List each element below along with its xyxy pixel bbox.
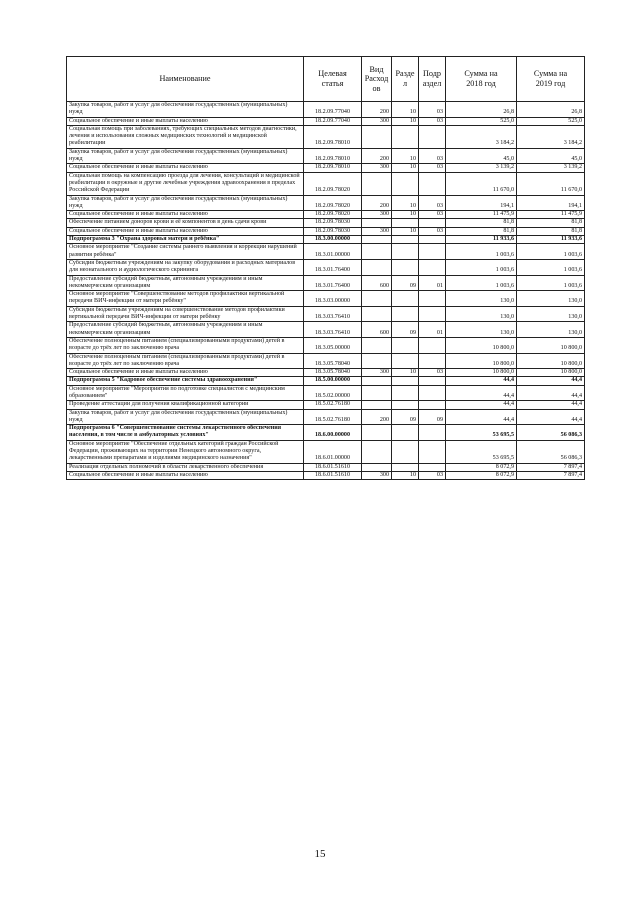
table-row [67, 471, 585, 479]
budget-table [66, 56, 585, 480]
table-row [67, 337, 585, 353]
row-target-article-cell: 18.2.09.78030 [304, 219, 362, 227]
row-subsection-cell [419, 244, 446, 260]
row-subsection-cell: 03 [419, 102, 446, 118]
row-section-cell [392, 353, 419, 369]
table-row [67, 463, 585, 471]
row-target-article-cell: 18.2.09.78020 [304, 211, 362, 219]
row-subsection-cell: 03 [419, 117, 446, 125]
header-sum-2018: Сумма на 2018 год [446, 57, 517, 102]
row-name-cell: Социальное обеспечение и иные выплаты населению [67, 227, 304, 235]
row-name-cell: Субсидия бюджетным учреждениям на совершенствование методов профилактики вертикальной передачи ВИЧ-инфекции от матери ребёнку [67, 306, 304, 322]
row-subsection-cell: 03 [419, 369, 446, 377]
row-sum-2019-cell: 7 897,4 [517, 463, 585, 471]
table-row [67, 211, 585, 219]
row-sum-2019-cell: 10 800,0 [517, 369, 585, 377]
row-sum-2018-cell: 10 800,0 [446, 353, 517, 369]
row-target-article-cell: 18.2.09.78030 [304, 227, 362, 235]
row-sum-2018-cell: 11 933,6 [446, 236, 517, 244]
row-target-article-cell: 18.6.00.00000 [304, 425, 362, 441]
row-name-cell: Предоставление субсидий бюджетным, автономным учреждениям и иным некоммерческим организациям [67, 275, 304, 291]
row-expense-type-cell: 300 [362, 227, 392, 235]
row-expense-type-cell [362, 125, 392, 148]
row-sum-2019-cell: 81,8 [517, 219, 585, 227]
row-section-cell: 10 [392, 369, 419, 377]
row-expense-type-cell: 300 [362, 471, 392, 479]
header-sum-2019: Сумма на 2019 год [517, 57, 585, 102]
row-name-cell: Обеспечение полноценным питанием (специализированными продуктами) детей в возрасте до трёх лет по заключению врача [67, 353, 304, 369]
header-section: Разде л [392, 57, 419, 102]
row-sum-2019-cell: 525,0 [517, 117, 585, 125]
row-expense-type-cell [362, 219, 392, 227]
table-row [67, 385, 585, 401]
row-sum-2018-cell: 44,4 [446, 385, 517, 401]
row-subsection-cell [419, 236, 446, 244]
row-sum-2019-cell: 1 003,6 [517, 244, 585, 260]
row-sum-2019-cell: 45,0 [517, 148, 585, 164]
row-section-cell [392, 172, 419, 195]
row-name-cell: Закупка товаров, работ и услуг для обеспечения государственных (муниципальных) нужд [67, 409, 304, 425]
table-row [67, 219, 585, 227]
table-row [67, 236, 585, 244]
row-expense-type-cell [362, 401, 392, 409]
table-row [67, 148, 585, 164]
row-sum-2018-cell: 8 072,9 [446, 463, 517, 471]
row-name-cell: Основное мероприятие "Обеспечение отдельных категорий граждан Российской Федерации, проживающих на территории Ненецкого автономного округа, лекарственными препаратами и изделиями медицинского назначения" [67, 440, 304, 463]
row-expense-type-cell: 200 [362, 148, 392, 164]
row-section-cell [392, 425, 419, 441]
row-section-cell: 10 [392, 164, 419, 172]
row-expense-type-cell [362, 306, 392, 322]
row-name-cell: Закупка товаров, работ и услуг для обеспечения государственных (муниципальных) нужд [67, 195, 304, 211]
row-subsection-cell: 01 [419, 322, 446, 338]
row-subsection-cell [419, 219, 446, 227]
row-target-article-cell: 18.2.09.78020 [304, 172, 362, 195]
header-target-article: Целевая статья [304, 57, 362, 102]
row-subsection-cell [419, 337, 446, 353]
row-subsection-cell: 03 [419, 195, 446, 211]
table-row [67, 306, 585, 322]
row-subsection-cell [419, 259, 446, 275]
row-name-cell: Обеспечение полноценным питанием (специализированными продуктами) детей в возрасте до трёх лет по заключению врача [67, 337, 304, 353]
row-name-cell: Основное мероприятие "Мероприятия по подготовке специалистов с медицинским образованием" [67, 385, 304, 401]
row-target-article-cell: 18.6.01.51610 [304, 471, 362, 479]
row-sum-2019-cell: 130,0 [517, 322, 585, 338]
row-target-article-cell: 18.3.03.76410 [304, 322, 362, 338]
row-target-article-cell: 18.5.02.00000 [304, 385, 362, 401]
row-name-cell: Социальная помощь при заболеваниях, требующих специальных методов диагностики, лечения и использования сложных медицинских технологий и медицинской реабилитации [67, 125, 304, 148]
row-target-article-cell: 18.3.01.76400 [304, 259, 362, 275]
table-row [67, 259, 585, 275]
table-row [67, 172, 585, 195]
row-expense-type-cell [362, 377, 392, 385]
row-section-cell [392, 244, 419, 260]
row-sum-2018-cell: 8 072,9 [446, 471, 517, 479]
row-expense-type-cell [362, 259, 392, 275]
row-sum-2018-cell: 3 184,2 [446, 125, 517, 148]
row-target-article-cell: 18.2.09.78010 [304, 164, 362, 172]
row-expense-type-cell [362, 236, 392, 244]
row-section-cell [392, 337, 419, 353]
table-row [67, 117, 585, 125]
table-row [67, 440, 585, 463]
row-subsection-cell [419, 377, 446, 385]
row-section-cell: 10 [392, 471, 419, 479]
row-sum-2019-cell: 1 003,6 [517, 259, 585, 275]
row-target-article-cell: 18.3.01.00000 [304, 244, 362, 260]
row-expense-type-cell: 200 [362, 102, 392, 118]
row-name-cell: Предоставление субсидий бюджетным, автономным учреждениям и иным некоммерческим организациям [67, 322, 304, 338]
row-name-cell: Социальная помощь на компенсацию проезда для лечения, консультаций и медицинской реабилитации в окружные и другие лечебные учреждения здравоохранения в пределах Российской Федерации [67, 172, 304, 195]
table-body [67, 102, 585, 480]
row-subsection-cell: 03 [419, 471, 446, 479]
row-sum-2018-cell: 26,8 [446, 102, 517, 118]
row-target-article-cell: 18.2.09.77040 [304, 117, 362, 125]
row-target-article-cell: 18.2.09.78010 [304, 148, 362, 164]
page-number: 15 [314, 848, 326, 860]
row-sum-2019-cell: 3 139,2 [517, 164, 585, 172]
row-section-cell [392, 385, 419, 401]
table-row [67, 125, 585, 148]
row-name-cell: Основное мероприятие "Создание системы раннего выявления и коррекции нарушений развития ребёнка" [67, 244, 304, 260]
row-target-article-cell: 18.3.05.78040 [304, 369, 362, 377]
row-section-cell: 10 [392, 227, 419, 235]
row-target-article-cell: 18.3.05.00000 [304, 337, 362, 353]
row-section-cell [392, 306, 419, 322]
row-subsection-cell [419, 385, 446, 401]
row-sum-2019-cell: 11 933,6 [517, 236, 585, 244]
row-sum-2018-cell: 10 800,0 [446, 369, 517, 377]
row-target-article-cell: 18.5.02.76180 [304, 401, 362, 409]
row-subsection-cell [419, 401, 446, 409]
row-sum-2019-cell: 44,4 [517, 401, 585, 409]
row-sum-2019-cell: 81,8 [517, 227, 585, 235]
row-target-article-cell: 18.3.03.00000 [304, 291, 362, 307]
row-expense-type-cell: 600 [362, 275, 392, 291]
table-row [67, 227, 585, 235]
header-name: Наименование [67, 57, 304, 102]
row-section-cell [392, 259, 419, 275]
row-section-cell [392, 440, 419, 463]
row-target-article-cell: 18.6.01.00000 [304, 440, 362, 463]
row-subsection-cell: 03 [419, 148, 446, 164]
row-sum-2019-cell: 56 086,3 [517, 440, 585, 463]
row-expense-type-cell [362, 385, 392, 401]
row-section-cell: 09 [392, 322, 419, 338]
row-section-cell: 09 [392, 275, 419, 291]
row-name-cell: Подпрограмма 5 "Кадровое обеспечение системы здравоохранения" [67, 377, 304, 385]
row-sum-2019-cell: 130,0 [517, 291, 585, 307]
row-sum-2018-cell: 53 695,5 [446, 425, 517, 441]
row-expense-type-cell [362, 463, 392, 471]
table-row [67, 195, 585, 211]
row-expense-type-cell: 200 [362, 409, 392, 425]
row-subsection-cell [419, 463, 446, 471]
row-sum-2019-cell: 44,4 [517, 377, 585, 385]
header-expense-type: Вид Расход ов [362, 57, 392, 102]
table-row [67, 377, 585, 385]
row-expense-type-cell: 300 [362, 117, 392, 125]
row-section-cell [392, 291, 419, 307]
table-row [67, 102, 585, 118]
row-sum-2018-cell: 130,0 [446, 306, 517, 322]
row-sum-2019-cell: 26,8 [517, 102, 585, 118]
row-sum-2019-cell: 11 670,0 [517, 172, 585, 195]
row-sum-2018-cell: 525,0 [446, 117, 517, 125]
row-subsection-cell [419, 291, 446, 307]
row-name-cell: Социальное обеспечение и иные выплаты населению [67, 211, 304, 219]
row-sum-2019-cell: 194,1 [517, 195, 585, 211]
row-sum-2018-cell: 194,1 [446, 195, 517, 211]
row-sum-2019-cell: 11 475,9 [517, 211, 585, 219]
row-target-article-cell: 18.3.03.76410 [304, 306, 362, 322]
row-subsection-cell: 09 [419, 409, 446, 425]
row-target-article-cell: 18.2.09.78020 [304, 195, 362, 211]
row-name-cell: Обеспечение питанием доноров крови и её компонентов в день сдачи крови [67, 219, 304, 227]
row-expense-type-cell: 300 [362, 369, 392, 377]
row-sum-2018-cell: 11 670,0 [446, 172, 517, 195]
row-section-cell: 09 [392, 409, 419, 425]
row-sum-2018-cell: 44,4 [446, 401, 517, 409]
row-subsection-cell [419, 306, 446, 322]
row-sum-2018-cell: 81,8 [446, 227, 517, 235]
header-subsection: Подр аздел [419, 57, 446, 102]
table-row [67, 353, 585, 369]
row-sum-2019-cell: 1 003,6 [517, 275, 585, 291]
table-header-row [67, 57, 585, 102]
row-subsection-cell [419, 425, 446, 441]
table-row [67, 401, 585, 409]
row-expense-type-cell [362, 172, 392, 195]
row-expense-type-cell: 300 [362, 211, 392, 219]
row-sum-2019-cell: 44,4 [517, 409, 585, 425]
row-subsection-cell: 03 [419, 211, 446, 219]
row-sum-2019-cell: 44,4 [517, 385, 585, 401]
row-target-article-cell: 18.3.00.00000 [304, 236, 362, 244]
row-subsection-cell: 03 [419, 227, 446, 235]
row-name-cell: Проведение аттестации для получения квалификационной категории [67, 401, 304, 409]
row-section-cell: 10 [392, 195, 419, 211]
row-sum-2019-cell: 10 800,0 [517, 353, 585, 369]
row-sum-2018-cell: 130,0 [446, 291, 517, 307]
row-section-cell [392, 236, 419, 244]
table-row [67, 291, 585, 307]
row-sum-2019-cell: 7 897,4 [517, 471, 585, 479]
row-section-cell: 10 [392, 102, 419, 118]
row-name-cell: Субсидия бюджетным учреждениям на закупку оборудования и расходных материалов для неонатального и аудиологического скрининга [67, 259, 304, 275]
row-expense-type-cell [362, 353, 392, 369]
row-section-cell [392, 463, 419, 471]
row-expense-type-cell [362, 425, 392, 441]
row-section-cell: 10 [392, 211, 419, 219]
row-sum-2018-cell: 53 695,5 [446, 440, 517, 463]
row-sum-2019-cell: 3 184,2 [517, 125, 585, 148]
row-name-cell: Основное мероприятие "Совершенствование методов профилактики вертикальной передачи ВИЧ-инфекции от матери ребёнку" [67, 291, 304, 307]
row-name-cell: Реализация отдельных полномочий в области лекарственного обеспечения [67, 463, 304, 471]
row-expense-type-cell [362, 440, 392, 463]
table-row [67, 409, 585, 425]
row-sum-2018-cell: 1 003,6 [446, 244, 517, 260]
row-expense-type-cell [362, 291, 392, 307]
table-row [67, 244, 585, 260]
row-sum-2018-cell: 130,0 [446, 322, 517, 338]
row-target-article-cell: 18.3.01.76400 [304, 275, 362, 291]
row-name-cell: Социальное обеспечение и иные выплаты населению [67, 164, 304, 172]
row-name-cell: Социальное обеспечение и иные выплаты населению [67, 369, 304, 377]
table-row [67, 164, 585, 172]
table-row [67, 275, 585, 291]
row-expense-type-cell [362, 244, 392, 260]
row-subsection-cell [419, 125, 446, 148]
row-sum-2018-cell: 1 003,6 [446, 259, 517, 275]
row-target-article-cell: 18.2.09.77040 [304, 102, 362, 118]
row-subsection-cell [419, 440, 446, 463]
row-sum-2018-cell: 10 800,0 [446, 337, 517, 353]
row-name-cell: Закупка товаров, работ и услуг для обеспечения государственных (муниципальных) нужд [67, 102, 304, 118]
row-sum-2019-cell: 56 086,3 [517, 425, 585, 441]
row-section-cell [392, 377, 419, 385]
row-target-article-cell: 18.3.05.78040 [304, 353, 362, 369]
row-sum-2019-cell: 10 800,0 [517, 337, 585, 353]
row-section-cell [392, 219, 419, 227]
row-subsection-cell: 01 [419, 275, 446, 291]
row-section-cell [392, 125, 419, 148]
row-target-article-cell: 18.6.01.51610 [304, 463, 362, 471]
table-row [67, 369, 585, 377]
row-name-cell: Социальное обеспечение и иные выплаты населению [67, 117, 304, 125]
row-sum-2018-cell: 45,0 [446, 148, 517, 164]
row-section-cell: 10 [392, 117, 419, 125]
row-target-article-cell: 18.5.02.76180 [304, 409, 362, 425]
row-sum-2018-cell: 81,8 [446, 219, 517, 227]
row-name-cell: Закупка товаров, работ и услуг для обеспечения государственных (муниципальных) нужд [67, 148, 304, 164]
row-sum-2018-cell: 44,4 [446, 377, 517, 385]
row-name-cell: Социальное обеспечение и иные выплаты населению [67, 471, 304, 479]
row-target-article-cell: 18.2.09.78010 [304, 125, 362, 148]
row-expense-type-cell: 300 [362, 164, 392, 172]
row-sum-2018-cell: 1 003,6 [446, 275, 517, 291]
row-name-cell: Подпрограмма 6 "Совершенствование системы лекарственного обеспечения населения, в том числе в амбулаторных условиях" [67, 425, 304, 441]
row-sum-2018-cell: 44,4 [446, 409, 517, 425]
row-sum-2018-cell: 3 139,2 [446, 164, 517, 172]
row-sum-2019-cell: 130,0 [517, 306, 585, 322]
row-sum-2018-cell: 11 475,9 [446, 211, 517, 219]
row-subsection-cell: 03 [419, 164, 446, 172]
row-section-cell [392, 401, 419, 409]
row-subsection-cell [419, 172, 446, 195]
row-name-cell: Подпрограмма 3 "Охрана здоровья матери и ребёнка" [67, 236, 304, 244]
table-row [67, 322, 585, 338]
row-subsection-cell [419, 353, 446, 369]
table-row [67, 425, 585, 441]
row-expense-type-cell [362, 337, 392, 353]
row-expense-type-cell: 600 [362, 322, 392, 338]
row-target-article-cell: 18.5.00.00000 [304, 377, 362, 385]
row-section-cell: 10 [392, 148, 419, 164]
row-expense-type-cell: 200 [362, 195, 392, 211]
